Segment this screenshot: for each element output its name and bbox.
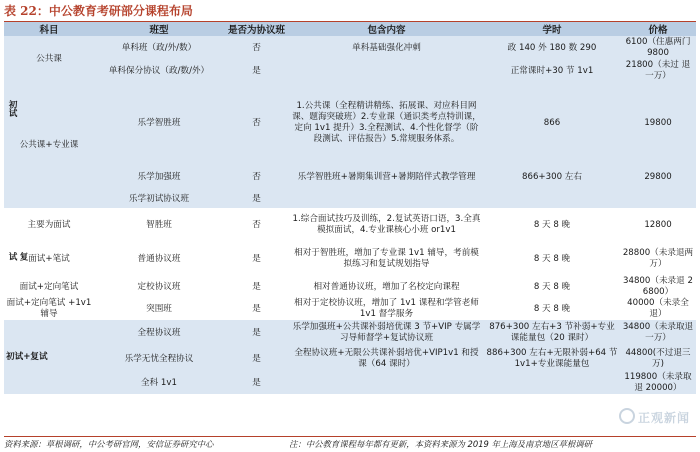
content-cell [289, 190, 484, 208]
agreement-cell: 是 [252, 303, 261, 314]
content-cell: 乐学智胜班+暑期集训营+暑期陪伴式教学管理 [289, 164, 484, 190]
table-row [4, 82, 696, 164]
price-cell: 29800 [620, 164, 696, 190]
group-public: 公共课 [4, 36, 94, 82]
content-cell [289, 372, 484, 394]
hours-cell: 866+300 左右 [484, 164, 620, 190]
section-retest: 复试 [7, 251, 28, 261]
table-row [4, 298, 696, 320]
group-interview-targeted-tutor: 面试+定向笔试 +1v1 辅导 [6, 298, 92, 319]
content-cell [289, 60, 484, 82]
course-cell: 定校协议班 [137, 281, 181, 292]
section-both: 初试+复试 [4, 320, 94, 394]
group-interview-written: 复试 面试+笔试 [4, 242, 94, 276]
header-hours: 学时 [484, 22, 620, 36]
course-cell: 普通协议班 [137, 253, 181, 264]
agreement-cell: 否 [224, 36, 289, 60]
content-cell: 全程协议班+无限公共课补弱培优+VIP1v1 和授课（64 课时） [289, 346, 484, 372]
course-table [4, 22, 696, 394]
price-cell: 28800（未录退两万） [622, 248, 694, 269]
table-row [4, 242, 696, 276]
price-cell: 44800(不过退三万) [620, 346, 696, 372]
price-cell: 119800（未录取退 20000） [620, 372, 696, 394]
hours-cell: 8 天 8 晚 [533, 303, 571, 314]
table-row [4, 60, 696, 82]
agreement-cell: 是 [252, 281, 261, 292]
agreement-cell: 否 [224, 82, 289, 164]
header-course: 班型 [94, 22, 224, 36]
course-cell: 全程协议班 [94, 320, 224, 346]
hours-cell: 正常课时+30 节 1v1 [484, 60, 620, 82]
agreement-cell: 否 [224, 164, 289, 190]
agreement-cell: 是 [224, 190, 289, 208]
table-row [4, 164, 696, 190]
course-cell: 单科保分协议（政/数/外） [94, 60, 224, 82]
course-cell: 乐学无忧全程协议 [94, 346, 224, 372]
table-row [4, 372, 696, 394]
course-cell: 乐学初试协议班 [94, 190, 224, 208]
content-cell: 相对普通协议班，增加了名校定向课程 [313, 281, 460, 292]
hours-cell: 886+300 左右+无限补弱+64 节 1v1+专业课能量包 [484, 346, 620, 372]
watermark: 正观新闻 [619, 408, 690, 426]
agreement-cell: 是 [224, 346, 289, 372]
hours-cell: 8 天 8 晚 [533, 253, 571, 264]
course-cell: 突围班 [146, 303, 172, 314]
header-content: 包含内容 [289, 22, 484, 36]
agreement-cell: 是 [224, 60, 289, 82]
course-cell: 单科班（政/外/数） [94, 36, 224, 60]
hours-cell: 876+300 左右+3 节补弱+专业课能量包（20 课时） [484, 320, 620, 346]
hours-cell [484, 190, 620, 208]
price-cell [620, 190, 696, 208]
table-title: 表 22：中公教育考研部分课程布局 [4, 4, 193, 18]
section-initial: 初试 [7, 99, 17, 117]
price-cell: 40000（未录全退） [627, 298, 689, 319]
price-cell: 21800（未过 退一万） [620, 60, 696, 82]
hours-cell: 8 天 8 晚 [533, 281, 571, 292]
price-cell: 12800 [644, 219, 672, 230]
header-agreement: 是否为协议班 [224, 22, 289, 36]
hours-cell [484, 372, 620, 394]
content-cell: 单科基础强化冲刺 [289, 36, 484, 60]
content-cell: 相对于定校协议班，增加了 1v1 课程和学管老师 1v1 督学服务 [294, 298, 479, 319]
table-row [4, 36, 696, 60]
agreement-cell: 是 [224, 372, 289, 394]
table-row [4, 346, 696, 372]
footer [4, 436, 696, 451]
content-cell: 乐学加强班+公共课补弱培优课 3 节+VIP 专属学习导师督学+复试协议班 [289, 320, 484, 346]
hours-cell: 政 140 外 180 数 290 [484, 36, 620, 60]
content-cell: 1.公共课（全程精讲精练、拓展课、对应科目网课、题海突破班）2.专业课（通识类考点特训课，定向 1v1 提升）3.全程测试、4.个性化督学（阶段测试、评估报告）5.常规服务体系。 [289, 82, 484, 164]
footer-source: 资料来源：草根调研，中公考研官网，安信证券研究中心 [4, 439, 214, 449]
agreement-cell: 是 [224, 320, 289, 346]
course-cell: 智胜班 [146, 219, 172, 230]
footer-note: 注：中公教育课程每年都有更新，本资料来源为 2019 年上海及南京地区草根调研 [289, 439, 593, 449]
agreement-cell: 否 [252, 219, 261, 230]
group-public-major: 初试 公共课+专业课 [4, 82, 94, 208]
agreement-cell: 是 [252, 253, 261, 264]
price-cell: 19800 [620, 82, 696, 164]
price-cell: 34800（未录取退一万） [620, 320, 696, 346]
hours-cell: 866 [484, 82, 620, 164]
header-subject: 科目 [4, 22, 94, 36]
group-interview-targeted: 面试+定向笔试 [19, 281, 79, 292]
price-cell: 34800（未录退 26800） [623, 276, 693, 297]
price-cell: 6100（住惠两门 9800 [620, 36, 696, 60]
header-price: 价格 [620, 22, 696, 36]
header-row [4, 22, 696, 36]
table-row [4, 190, 696, 208]
course-cell: 全科 1v1 [94, 372, 224, 394]
course-cell: 乐学智胜班 [94, 82, 224, 164]
table-row [4, 320, 696, 346]
hours-cell: 8 天 8 晚 [533, 219, 571, 230]
content-cell: 1.综合面试技巧及训练，2.复试英语口语，3.全真模拟面试，4.专业课核心小班 or1v1 [292, 214, 481, 235]
table-row [4, 276, 696, 298]
course-cell: 乐学加强班 [94, 164, 224, 190]
group-interview: 主要为面试 [27, 219, 71, 230]
watermark-logo-icon [619, 408, 635, 424]
content-cell: 相对于智胜班，增加了专业课 1v1 辅导，考前模拟练习和复试规划指导 [294, 248, 479, 269]
table-row [4, 208, 696, 242]
